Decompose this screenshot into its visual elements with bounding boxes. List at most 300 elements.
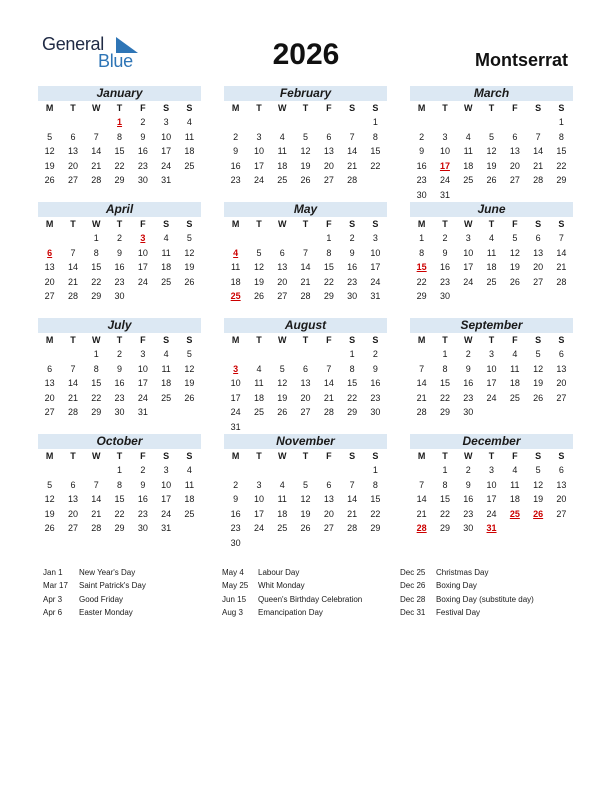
day-cell: 16 bbox=[230, 160, 241, 171]
day-cell: 28 bbox=[67, 291, 78, 301]
day-cell: 2 bbox=[140, 117, 146, 127]
day-cell: 21 bbox=[67, 276, 78, 287]
weekday-label: W bbox=[277, 103, 287, 113]
day-cell: 12 bbox=[509, 247, 520, 258]
weekday-label: S bbox=[558, 451, 565, 461]
day-cell: 20 bbox=[509, 160, 520, 171]
day-cell: 23 bbox=[137, 508, 148, 519]
day-cell: 23 bbox=[137, 160, 148, 171]
day-cell: 2 bbox=[442, 233, 448, 243]
day-cell: 4 bbox=[512, 349, 518, 359]
day-cell: 4 bbox=[186, 117, 192, 127]
day-cell: 15 bbox=[91, 262, 102, 272]
day-cell: 4 bbox=[512, 465, 518, 475]
day-grid bbox=[224, 333, 387, 434]
day-cell: 22 bbox=[114, 508, 125, 519]
day-cell: 31 bbox=[439, 189, 450, 200]
day-cell: 24 bbox=[486, 508, 497, 519]
day-cell: 4 bbox=[256, 363, 262, 374]
day-cell: 21 bbox=[556, 262, 567, 272]
weekday-label: W bbox=[277, 335, 287, 345]
day-grid bbox=[38, 333, 201, 420]
day-cell: 23 bbox=[370, 392, 381, 403]
day-cell: 24 bbox=[161, 508, 172, 519]
day-cell: 29 bbox=[556, 175, 567, 185]
day-cell: 20 bbox=[556, 494, 567, 504]
day-cell: 6 bbox=[303, 363, 309, 374]
weekday-label: S bbox=[372, 451, 379, 461]
day-cell: 11 bbox=[184, 479, 195, 490]
weekday-label: T bbox=[442, 335, 448, 345]
day-cell: 9 bbox=[349, 247, 355, 258]
day-cell: 13 bbox=[67, 146, 78, 156]
day-cell: 14 bbox=[347, 146, 358, 156]
holiday-date: Jan 1 bbox=[43, 568, 63, 577]
weekday-label: M bbox=[417, 103, 426, 113]
holiday-entry bbox=[43, 606, 223, 619]
empty-cell bbox=[38, 231, 61, 246]
day-cell: 8 bbox=[349, 363, 355, 374]
holiday-date: Jun 15 bbox=[222, 594, 247, 604]
day-cell: 17 bbox=[253, 160, 264, 171]
day-cell: 25 bbox=[161, 276, 172, 287]
weekday-label: W bbox=[463, 103, 473, 113]
holiday-name: Boxing Day bbox=[436, 581, 477, 591]
holiday-day-cell: 4 bbox=[233, 247, 239, 258]
empty-cell bbox=[247, 115, 270, 130]
day-cell: 7 bbox=[70, 247, 76, 258]
weekday-label: F bbox=[140, 219, 146, 229]
day-cell: 19 bbox=[300, 160, 311, 171]
day-cell: 12 bbox=[533, 479, 544, 490]
day-cell: 13 bbox=[556, 479, 567, 490]
day-cell: 21 bbox=[91, 508, 102, 519]
day-cell: 8 bbox=[419, 247, 425, 258]
weekday-label: M bbox=[45, 219, 54, 229]
day-cell: 9 bbox=[117, 363, 123, 374]
day-cell: 26 bbox=[300, 523, 311, 533]
day-cell: 23 bbox=[114, 276, 125, 287]
month-october bbox=[38, 434, 201, 536]
year-title: 2026 bbox=[272, 38, 340, 71]
holiday-name: Saint Patrick's Day bbox=[79, 581, 146, 591]
month-november bbox=[224, 434, 387, 550]
day-cell: 15 bbox=[91, 378, 102, 388]
day-cell: 21 bbox=[416, 508, 427, 519]
day-cell: 20 bbox=[533, 262, 544, 272]
day-cell: 10 bbox=[486, 363, 497, 374]
day-cell: 27 bbox=[44, 291, 55, 301]
day-cell: 17 bbox=[486, 494, 497, 504]
day-cell: 6 bbox=[47, 363, 53, 374]
holiday-entry bbox=[222, 566, 402, 579]
day-cell: 11 bbox=[161, 247, 171, 258]
day-cell: 26 bbox=[533, 392, 544, 403]
day-cell: 30 bbox=[463, 407, 474, 417]
day-cell: 13 bbox=[323, 494, 334, 504]
weekday-label: T bbox=[488, 451, 495, 461]
day-cell: 9 bbox=[465, 479, 471, 490]
day-cell: 29 bbox=[114, 523, 125, 533]
day-cell: 27 bbox=[300, 407, 311, 417]
weekday-label: T bbox=[442, 103, 448, 113]
day-cell: 11 bbox=[277, 146, 287, 156]
day-cell: 28 bbox=[300, 291, 311, 301]
day-cell: 10 bbox=[370, 247, 381, 258]
day-cell: 1 bbox=[372, 465, 378, 475]
day-cell: 9 bbox=[117, 247, 123, 258]
day-cell: 27 bbox=[67, 523, 78, 533]
day-cell: 11 bbox=[486, 247, 497, 258]
empty-cell bbox=[271, 463, 294, 478]
day-grid bbox=[224, 217, 387, 304]
holiday-entry bbox=[222, 606, 402, 619]
holiday-date: Aug 3 bbox=[222, 607, 243, 617]
day-cell: 16 bbox=[439, 262, 450, 272]
day-cell: 4 bbox=[465, 131, 471, 142]
day-cell: 24 bbox=[253, 523, 264, 533]
day-cell: 26 bbox=[253, 291, 264, 301]
month-title: March bbox=[410, 86, 573, 101]
day-cell: 5 bbox=[279, 363, 285, 374]
day-cell: 27 bbox=[323, 523, 334, 533]
day-cell: 2 bbox=[419, 131, 425, 142]
day-cell: 23 bbox=[439, 276, 450, 287]
day-cell: 14 bbox=[300, 262, 311, 272]
day-cell: 3 bbox=[489, 465, 495, 475]
day-cell: 8 bbox=[326, 247, 332, 258]
day-cell: 13 bbox=[300, 378, 311, 388]
day-cell: 26 bbox=[184, 276, 195, 287]
holiday-date: Dec 28 bbox=[400, 594, 426, 604]
holiday-entry bbox=[222, 593, 402, 606]
day-cell: 24 bbox=[161, 160, 172, 171]
day-cell: 3 bbox=[442, 131, 448, 142]
day-cell: 1 bbox=[442, 349, 448, 359]
weekday-label: S bbox=[535, 103, 542, 113]
day-cell: 19 bbox=[533, 494, 544, 504]
day-cell: 4 bbox=[163, 349, 169, 359]
empty-cell bbox=[38, 115, 61, 130]
day-cell: 7 bbox=[535, 131, 541, 142]
day-grid bbox=[38, 449, 201, 536]
day-cell: 14 bbox=[533, 146, 544, 156]
holiday-column bbox=[400, 566, 580, 619]
empty-cell bbox=[317, 463, 340, 478]
day-cell: 19 bbox=[533, 378, 544, 388]
holiday-entry bbox=[400, 593, 580, 606]
day-cell: 1 bbox=[93, 349, 99, 359]
day-cell: 10 bbox=[161, 479, 172, 490]
day-cell: 19 bbox=[184, 262, 195, 272]
day-cell: 10 bbox=[439, 146, 450, 156]
day-cell: 23 bbox=[463, 508, 474, 519]
empty-cell bbox=[294, 347, 317, 362]
day-cell: 22 bbox=[91, 276, 102, 287]
day-cell: 22 bbox=[556, 160, 567, 171]
weekday-label: T bbox=[256, 219, 262, 229]
day-cell: 24 bbox=[463, 276, 474, 287]
day-cell: 1 bbox=[93, 233, 99, 243]
day-cell: 29 bbox=[439, 407, 450, 417]
weekday-label: M bbox=[231, 219, 240, 229]
day-cell: 6 bbox=[70, 479, 76, 490]
weekday-label: M bbox=[45, 451, 54, 461]
day-cell: 5 bbox=[47, 131, 53, 142]
day-cell: 21 bbox=[347, 160, 358, 171]
day-cell: 27 bbox=[67, 175, 78, 185]
weekday-label: S bbox=[186, 219, 193, 229]
weekday-label: S bbox=[349, 451, 356, 461]
day-cell: 6 bbox=[535, 233, 541, 243]
month-august bbox=[224, 318, 387, 434]
day-cell: 17 bbox=[230, 392, 241, 403]
weekday-label: F bbox=[512, 451, 518, 461]
day-cell: 16 bbox=[370, 378, 381, 388]
day-cell: 9 bbox=[442, 247, 448, 258]
weekday-label: T bbox=[302, 451, 309, 461]
day-cell: 22 bbox=[347, 392, 358, 403]
weekday-label: M bbox=[417, 219, 426, 229]
day-grid bbox=[410, 217, 573, 304]
day-cell: 12 bbox=[300, 494, 311, 504]
empty-cell bbox=[410, 463, 433, 478]
day-cell: 18 bbox=[184, 494, 195, 504]
empty-cell bbox=[410, 347, 433, 362]
weekday-label: T bbox=[70, 451, 76, 461]
weekday-label: S bbox=[186, 451, 193, 461]
day-cell: 20 bbox=[556, 378, 567, 388]
holiday-day-cell: 25 bbox=[509, 508, 520, 519]
day-cell: 1 bbox=[372, 117, 378, 127]
weekday-label: S bbox=[163, 219, 170, 229]
weekday-label: M bbox=[45, 335, 54, 345]
day-cell: 5 bbox=[489, 131, 495, 142]
weekday-label: T bbox=[256, 335, 262, 345]
day-cell: 12 bbox=[184, 247, 195, 258]
day-cell: 29 bbox=[91, 407, 102, 417]
day-cell: 13 bbox=[277, 262, 288, 272]
day-cell: 4 bbox=[163, 233, 169, 243]
day-cell: 8 bbox=[558, 131, 564, 142]
holiday-name: Emancipation Day bbox=[258, 607, 323, 617]
day-cell: 16 bbox=[137, 146, 148, 156]
weekday-label: T bbox=[302, 219, 309, 229]
day-cell: 20 bbox=[67, 160, 78, 171]
day-cell: 14 bbox=[416, 494, 427, 504]
empty-cell bbox=[340, 463, 363, 478]
weekday-label: M bbox=[231, 451, 240, 461]
day-cell: 15 bbox=[439, 494, 450, 504]
day-grid bbox=[410, 333, 573, 420]
month-july bbox=[38, 318, 201, 420]
day-cell: 19 bbox=[44, 160, 55, 171]
day-cell: 3 bbox=[140, 349, 146, 359]
day-cell: 8 bbox=[372, 131, 378, 142]
weekday-label: W bbox=[463, 219, 473, 229]
month-title: December bbox=[410, 434, 573, 449]
day-cell: 4 bbox=[489, 233, 495, 243]
day-cell: 10 bbox=[230, 378, 241, 388]
day-cell: 3 bbox=[256, 131, 262, 142]
day-cell: 30 bbox=[114, 291, 125, 301]
holiday-name: Festival Day bbox=[436, 607, 481, 617]
weekday-label: T bbox=[302, 103, 309, 113]
day-cell: 16 bbox=[416, 160, 427, 171]
weekday-label: T bbox=[256, 103, 262, 113]
day-cell: 17 bbox=[161, 494, 172, 504]
empty-cell bbox=[503, 115, 526, 130]
day-cell: 25 bbox=[463, 175, 474, 185]
weekday-label: M bbox=[417, 335, 426, 345]
holiday-entry bbox=[43, 579, 223, 592]
day-cell: 10 bbox=[253, 146, 264, 156]
holiday-entry bbox=[43, 566, 223, 579]
day-cell: 3 bbox=[163, 465, 169, 475]
month-march bbox=[410, 86, 573, 202]
day-grid bbox=[38, 101, 201, 188]
weekday-label: F bbox=[140, 103, 146, 113]
day-cell: 6 bbox=[558, 465, 564, 475]
weekday-label: W bbox=[91, 451, 101, 461]
day-cell: 30 bbox=[463, 523, 474, 533]
day-cell: 14 bbox=[67, 262, 78, 272]
weekday-label: T bbox=[488, 335, 495, 345]
day-cell: 18 bbox=[277, 160, 288, 171]
day-cell: 17 bbox=[137, 378, 148, 388]
weekday-label: S bbox=[535, 219, 542, 229]
month-january bbox=[38, 86, 201, 188]
day-grid bbox=[224, 101, 387, 188]
day-cell: 11 bbox=[277, 494, 287, 504]
day-cell: 10 bbox=[161, 131, 172, 142]
holiday-day-cell: 25 bbox=[230, 291, 241, 301]
day-cell: 7 bbox=[558, 233, 564, 243]
weekday-label: F bbox=[140, 451, 146, 461]
day-cell: 8 bbox=[372, 479, 378, 490]
weekday-label: T bbox=[116, 219, 123, 229]
day-cell: 21 bbox=[416, 392, 427, 403]
day-cell: 6 bbox=[512, 131, 518, 142]
holiday-date: Apr 3 bbox=[43, 594, 63, 604]
day-cell: 15 bbox=[556, 146, 567, 156]
holiday-name: Easter Monday bbox=[79, 607, 133, 617]
day-cell: 24 bbox=[137, 392, 148, 403]
day-cell: 18 bbox=[161, 378, 172, 388]
empty-cell bbox=[317, 115, 340, 130]
empty-cell bbox=[224, 231, 247, 246]
day-cell: 24 bbox=[370, 276, 381, 287]
day-cell: 22 bbox=[114, 160, 125, 171]
day-cell: 24 bbox=[439, 175, 450, 185]
day-cell: 13 bbox=[556, 363, 567, 374]
day-cell: 29 bbox=[91, 291, 102, 301]
day-cell: 19 bbox=[509, 262, 520, 272]
day-cell: 9 bbox=[140, 131, 146, 142]
day-cell: 18 bbox=[161, 262, 172, 272]
day-cell: 21 bbox=[323, 392, 334, 403]
month-may bbox=[224, 202, 387, 304]
holiday-name: Labour Day bbox=[258, 568, 300, 577]
day-cell: 10 bbox=[463, 247, 474, 258]
day-cell: 28 bbox=[91, 175, 102, 185]
day-cell: 13 bbox=[509, 146, 520, 156]
holiday-entry bbox=[400, 606, 580, 619]
day-cell: 23 bbox=[347, 276, 358, 287]
holiday-date: Dec 25 bbox=[400, 568, 426, 577]
empty-cell bbox=[410, 115, 433, 130]
day-cell: 16 bbox=[137, 494, 148, 504]
day-cell: 17 bbox=[137, 262, 148, 272]
holiday-entry bbox=[43, 593, 223, 606]
day-cell: 12 bbox=[44, 146, 55, 156]
day-cell: 16 bbox=[463, 378, 474, 388]
day-cell: 13 bbox=[44, 262, 55, 272]
day-cell: 14 bbox=[556, 247, 567, 258]
day-cell: 9 bbox=[233, 494, 239, 504]
day-cell: 13 bbox=[323, 146, 334, 156]
day-cell: 31 bbox=[230, 421, 241, 432]
day-cell: 9 bbox=[372, 363, 378, 374]
day-cell: 26 bbox=[509, 276, 520, 287]
empty-cell bbox=[294, 115, 317, 130]
day-cell: 19 bbox=[300, 508, 311, 519]
empty-cell bbox=[526, 115, 549, 130]
day-cell: 5 bbox=[303, 479, 309, 490]
day-cell: 7 bbox=[349, 479, 355, 490]
day-cell: 3 bbox=[465, 233, 471, 243]
day-cell: 2 bbox=[233, 479, 239, 490]
day-cell: 9 bbox=[233, 146, 239, 156]
day-cell: 25 bbox=[184, 160, 195, 171]
months-grid bbox=[38, 86, 575, 556]
empty-cell bbox=[247, 347, 270, 362]
day-cell: 18 bbox=[509, 494, 520, 504]
day-cell: 23 bbox=[463, 392, 474, 403]
empty-cell bbox=[224, 115, 247, 130]
weekday-label: T bbox=[256, 451, 262, 461]
holiday-day-cell: 28 bbox=[416, 523, 427, 533]
day-cell: 30 bbox=[416, 189, 427, 200]
day-cell: 11 bbox=[161, 363, 171, 374]
weekday-label: W bbox=[463, 335, 473, 345]
day-cell: 7 bbox=[326, 363, 332, 374]
holiday-entry bbox=[222, 579, 402, 592]
day-cell: 25 bbox=[253, 407, 264, 417]
day-cell: 12 bbox=[277, 378, 288, 388]
day-cell: 27 bbox=[509, 175, 520, 185]
empty-cell bbox=[61, 115, 84, 130]
day-cell: 5 bbox=[535, 349, 541, 359]
day-cell: 27 bbox=[533, 276, 544, 287]
day-cell: 12 bbox=[44, 494, 55, 504]
day-cell: 29 bbox=[323, 291, 334, 301]
empty-cell bbox=[247, 231, 270, 246]
day-cell: 5 bbox=[47, 479, 53, 490]
day-cell: 20 bbox=[323, 508, 334, 519]
weekday-label: T bbox=[442, 219, 448, 229]
weekday-label: M bbox=[417, 451, 426, 461]
day-cell: 30 bbox=[347, 291, 358, 301]
day-cell: 3 bbox=[256, 479, 262, 490]
weekday-label: S bbox=[535, 335, 542, 345]
day-cell: 30 bbox=[439, 291, 450, 301]
day-cell: 9 bbox=[140, 479, 146, 490]
holiday-date: Dec 31 bbox=[400, 607, 426, 617]
day-cell: 14 bbox=[323, 378, 334, 388]
day-cell: 1 bbox=[442, 465, 448, 475]
empty-cell bbox=[224, 347, 247, 362]
